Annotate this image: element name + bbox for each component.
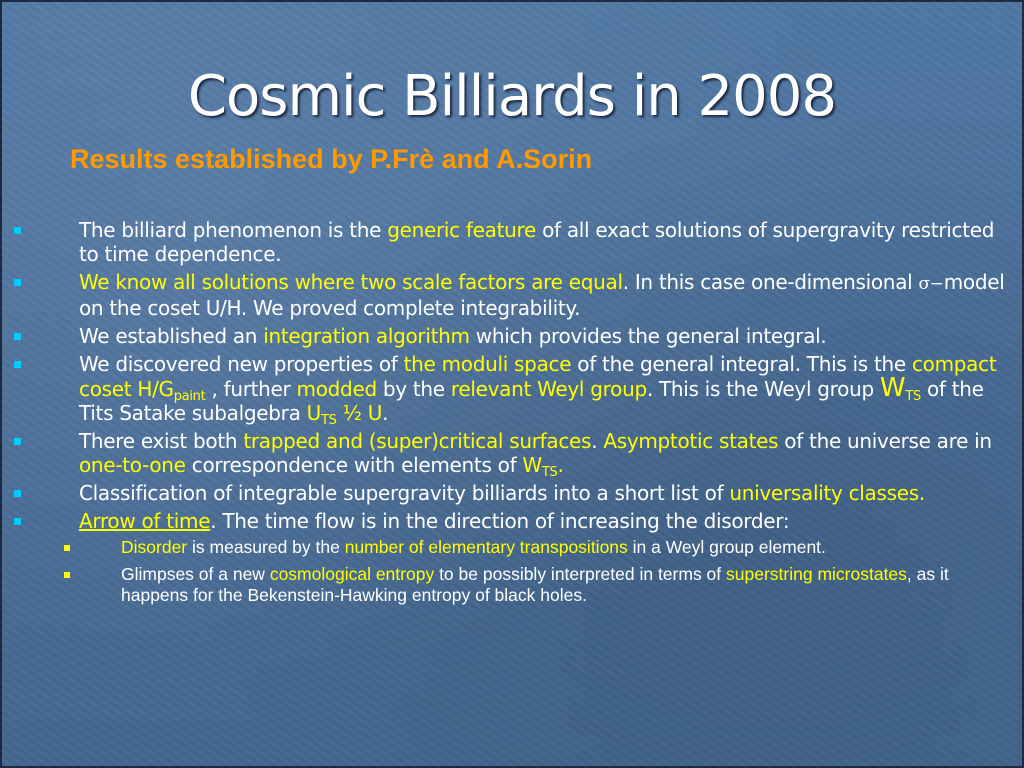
bullet-item-2 bbox=[0, 270, 1024, 320]
bullet-item-4 bbox=[0, 352, 1024, 428]
subscript: TS bbox=[905, 389, 921, 404]
bullet-text: correspondence with elements of bbox=[185, 453, 523, 477]
highlight-text: . bbox=[918, 481, 925, 505]
highlight-text: . bbox=[557, 453, 564, 477]
square-bullet-icon bbox=[14, 279, 21, 286]
highlight-text: generic feature bbox=[387, 218, 537, 242]
bullet-text: . bbox=[382, 401, 389, 425]
bullet-text: model on the coset U/H. We proved complete integrability. bbox=[79, 270, 1005, 320]
subscript: TS bbox=[541, 465, 558, 480]
bullet-item-1 bbox=[0, 218, 1024, 266]
highlight-text: compact coset H/G bbox=[79, 352, 997, 401]
bullet-text: to be possibly interpreted in terms of bbox=[434, 564, 727, 584]
bullet-text: in a Weyl group element. bbox=[627, 537, 826, 557]
square-bullet-icon bbox=[14, 518, 21, 525]
subscript: paint bbox=[173, 389, 206, 404]
bullet-list bbox=[0, 218, 1024, 612]
highlight-text: U bbox=[306, 401, 321, 425]
highlight-text: universality classes bbox=[729, 481, 919, 505]
slide-subtitle: Results established by P.Frè and A.Sorin bbox=[70, 144, 593, 174]
highlight-text: Asymptotic states bbox=[603, 429, 779, 453]
bullet-text: The billiard phenomenon is the bbox=[79, 218, 388, 242]
bullet-text: is measured by the bbox=[187, 537, 345, 557]
square-bullet-icon bbox=[14, 333, 21, 340]
arrow-of-time-link[interactable]: Arrow of time bbox=[79, 509, 211, 533]
square-bullet-icon bbox=[14, 227, 21, 234]
highlight-text: relevant Weyl group bbox=[450, 377, 647, 401]
bullet-text: We discovered new properties of bbox=[79, 352, 404, 376]
bullet-text: of the Tits Satake subalgebra bbox=[79, 377, 984, 425]
bullet-text: We established an bbox=[79, 324, 264, 348]
bullet-item-5 bbox=[0, 429, 1024, 480]
bullet-text: of the universe are in bbox=[778, 429, 992, 453]
bullet-text: of all exact solutions of supergravity restricted to time dependence. bbox=[79, 218, 995, 266]
highlight-text: We know all solutions where two scale factors are equal bbox=[79, 270, 623, 294]
bullet-text: Classification of integrable supergravity billiards into a short list of bbox=[79, 481, 730, 505]
highlight-text: ½ U bbox=[336, 401, 383, 425]
square-bullet-icon bbox=[14, 361, 21, 368]
bullet-item-3 bbox=[0, 324, 1024, 348]
bullet-text: Glimpses of a new bbox=[121, 564, 270, 584]
bullet-item-6 bbox=[0, 481, 1024, 505]
bullet-text: There exist both bbox=[79, 429, 244, 453]
square-bullet-icon bbox=[14, 438, 21, 445]
square-bullet-icon bbox=[64, 572, 70, 578]
square-bullet-icon bbox=[64, 545, 70, 551]
bullet-text: . In this case one-dimensional bbox=[622, 270, 919, 294]
highlight-text: Disorder bbox=[121, 537, 188, 557]
bullet-text: , as it happens for the Bekenstein-Hawking entropy of black holes. bbox=[121, 564, 949, 605]
highlight-text: W bbox=[522, 453, 542, 477]
bullet-text: . The time flow is in the direction of increasing the disorder: bbox=[210, 509, 790, 533]
bullet-text: , further bbox=[205, 377, 297, 401]
subscript: TS bbox=[320, 413, 337, 428]
bullet-text: of the general integral. This is the bbox=[571, 352, 912, 376]
highlight-text: cosmological entropy bbox=[269, 564, 435, 584]
weyl-group-symbol: W bbox=[879, 373, 906, 403]
sigma-symbol: σ− bbox=[918, 274, 944, 294]
highlight-text: modded bbox=[296, 377, 377, 401]
highlight-text: number of elementary transpositions bbox=[344, 537, 628, 557]
highlight-text: the moduli space bbox=[403, 352, 572, 376]
slide-title: Cosmic Billiards in 2008 bbox=[187, 64, 837, 129]
square-bullet-icon bbox=[14, 490, 21, 497]
highlight-text: one-to-one bbox=[79, 453, 186, 477]
bullet-text: by the bbox=[376, 377, 451, 401]
sub-bullet-item-2 bbox=[0, 564, 1024, 606]
highlight-text: trapped and (super)critical surfaces bbox=[243, 429, 592, 453]
sub-bullet-item-1 bbox=[0, 537, 1024, 558]
bullet-text: . This is the Weyl group bbox=[646, 377, 880, 401]
highlight-text: integration algorithm bbox=[263, 324, 470, 348]
bullet-text: . bbox=[591, 429, 604, 453]
bullet-item-7 bbox=[0, 509, 1024, 533]
highlight-text: superstring microstates bbox=[726, 564, 907, 584]
bullet-text: which provides the general integral. bbox=[469, 324, 827, 348]
